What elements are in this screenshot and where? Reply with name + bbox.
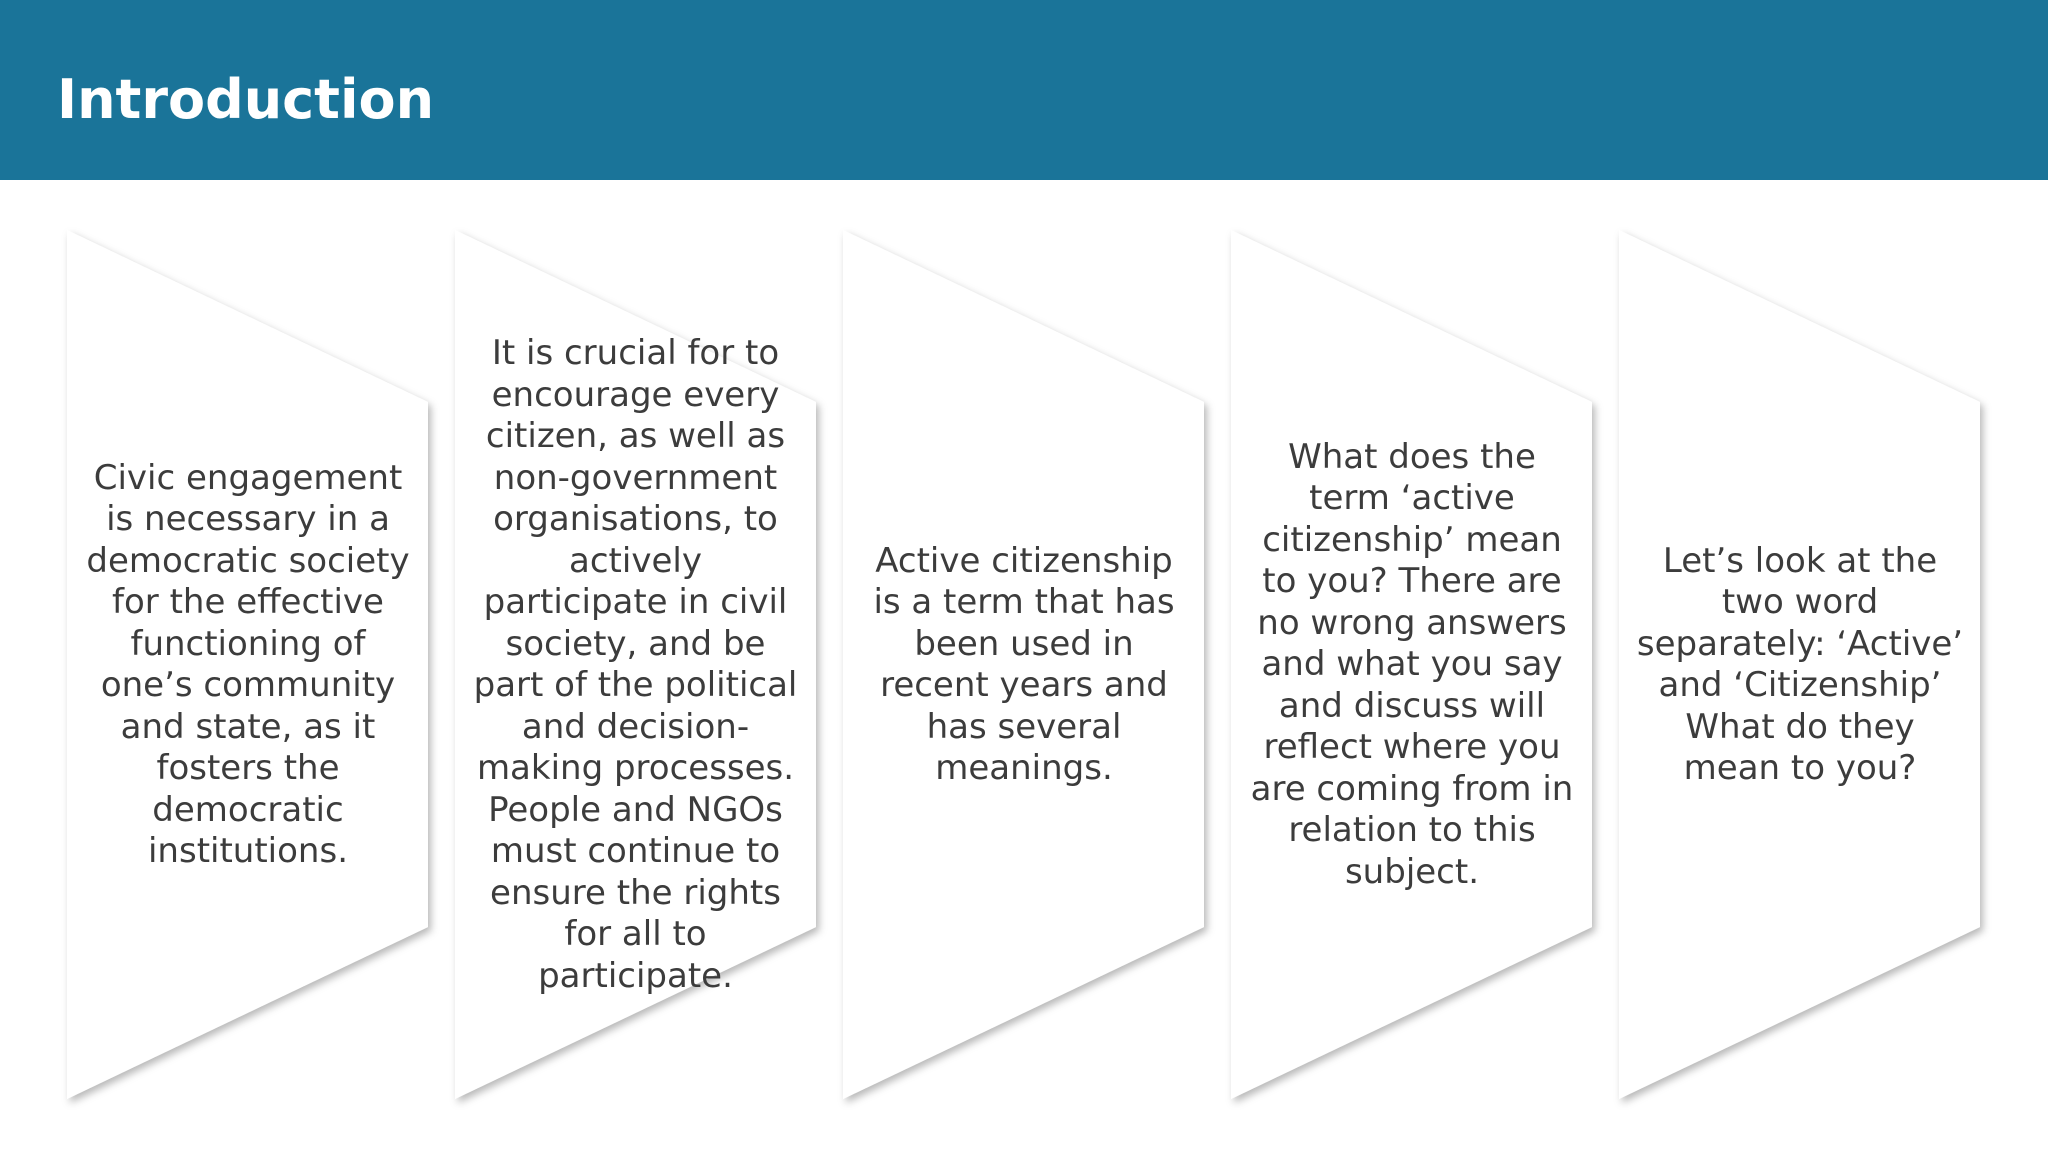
card-text-2: It is crucial for to encourage every citizen, as well as non-government organisations, to actively participate in civil society, and be part of the political and decision-making processes. People and NGOs must continue to ensure the rights for all to participate. <box>473 333 798 996</box>
card-text-5: Let’s look at the two word separately: ‘Active’ and ‘Citizenship’ What do they mean to you? <box>1636 540 1964 788</box>
slide-title: Introduction <box>57 68 435 131</box>
card-text-4: What does the term ‘active citizenship’ mean to you? There are no wrong answers and what you say and discuss will reflect where you are coming from in relation to this subject. <box>1250 436 1574 892</box>
card-text-3: Active citizenship is a term that has been used in recent years and has several meanings. <box>873 540 1175 788</box>
card-text-1: Civic engagement is necessary in a democratic society for the effective functioning of one’s community and state, as it fosters the democratic institutions. <box>86 457 410 871</box>
